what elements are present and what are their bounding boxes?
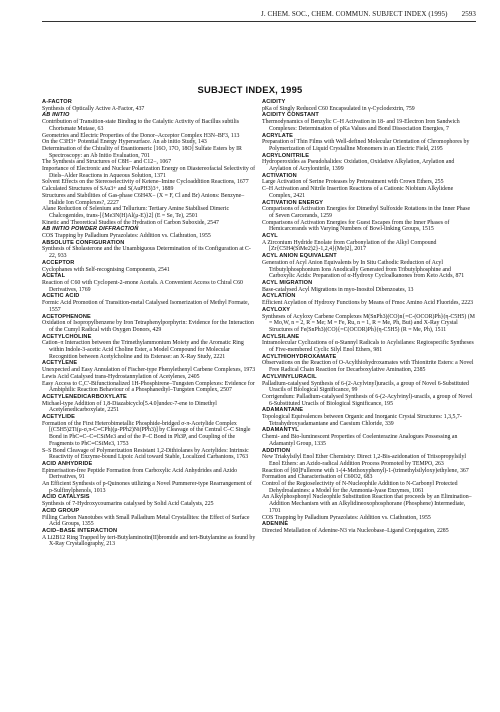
index-heading: ACID GROUP: [42, 507, 80, 514]
index-entry: Generation of Acyl Anion Equivalents by In Situ Cathodic Reduction of Acyl Tributylphosphonium Ions Anodically Generated from Tributylphosphine and Carboxylic Acids: Preparation of α-Hydroxy Cycloalkanones from Keto Acids, 871: [262, 259, 465, 280]
index-entry: Cation–π Interaction between the Trimethylammonium Moiety and the Aromatic Ring within Indole-3-acetic Acid Choline Ester, a Model Compound for Molecular Recognition between Acetylcholine and its Esterase: an X-Ray Study, 2221: [42, 340, 244, 360]
index-entry: Structures and Stabilities of Gas-phase C6H4X− (X = F, Cl and Br) Anions: Benzyne–Halide Ion Complexes?, 2227: [42, 192, 245, 206]
index-entry: Hydroperoxides as Pseudohalides: Oxidation, Oxidative Alkylation, Arylation and Arylation of Acrylonitrile, 1399: [262, 159, 455, 173]
index-entry: Efficient Acylation of Hydroxy Functions by Means of Fmoc Amino Acid Fluorides, 2223: [262, 300, 474, 307]
index-entry: Thermodynamics of Benzylic C–H Activation in 18- and 19-Electron Iron Sandwich Complexes: Determination of pKa Values and Bond Dissociation Energies, 7: [262, 119, 460, 132]
index-entry: Importance of Electronic and Nuclear Polarization Energy on Diastereofacial Selectivity of Diels–Alder Reactions in Aqueous Solution, 1371: [42, 166, 256, 179]
index-entry: Synthesis of Optically Active A-Factor, 437: [42, 105, 145, 112]
index-entry: Control of the Regioselectivity of N-Nucleophile Addition to N-Carbonyl Protected Dehydroalanines: a Model for the Ammonia-lyase Enzymes, 1061: [262, 481, 458, 494]
index-entry: Reaction of [60]Fullerene with 1-(4-Methoxyphenyl)-1-(trimethylsilyloxy)ethylene, 367: [262, 467, 469, 474]
index-entry: COS Trapping by Palladium Pyrazolates: Addition vs. Clathration, 1955: [262, 514, 431, 521]
index-column-right: [262, 99, 476, 707]
index-entry: C–H Activation and Nitrile Insertion Reactions of a Cationic Niobium Alkylidene Complex, 2421: [262, 186, 454, 199]
index-entry: Unexpected and Easy Annulation of Fischer-type Phenylethenyl Carbene Complexes, 1973: [42, 367, 256, 374]
index-entry: On the C3H3+ Potential Energy Hypersurface. An ab initio Study, 143: [42, 139, 207, 146]
index-heading: ACYLOXY: [262, 306, 291, 313]
index-entry: Calculated Structures of SAu3+ and S(AuPH3)3+, 1889: [42, 186, 174, 193]
index-heading: ACID ANHYDRIDE: [42, 460, 93, 467]
index-entry: Palladium-catalysed Synthesis of 6-(2-Acylvinyl)uracils, a group of Novel 6-Substituted Uracils of Biological Significance, 99: [262, 380, 469, 394]
index-entry: An Alkylphosphonyl Nucleophile Substitution Reaction that proceeds by an Elimination–Addition Mechanism with an Alkylidineoxophosphorane (Phosphene) Intermediate, 1701: [262, 494, 472, 514]
index-entry: Oxidation of Isopropylbenzene by Iron Tetraphenylporphyrin: Evidence for the Interaction of the Cumyl Radical with Oxygen Donors, 429: [42, 320, 254, 333]
index-entry: A Zirconium Hydride Enolate from Carbonylation of the Alkyl Compound [Zr{C5H4(SiMe2)2}-1,2,4}(Me)2], 2017: [262, 239, 437, 253]
index-entry: Base-catalysed Acyl Migrations in myo-Inositol Dibenzoates, 13: [262, 286, 414, 293]
index-heading: ACETYLCHOLINE: [42, 333, 92, 340]
index-entry: New Triakylsilyl Enol Ether Chemistry: Direct 1,2-Bis-azidonation of Triisopropylsilyl Enol Ethers: an Azido-radical Addition Process Promoted by TEMPO, 263: [262, 454, 467, 467]
index-entry: A Li2B12 Ring Trapped by tert-Butylaminotin(II)bromide and tert-Butylamine as found by X-Ray Crystallography, 213: [42, 534, 256, 548]
index-entry: Corrigendum: Palladium-catalysed Synthesis of 6-(2-Acylvinyl)-uracils, a group of Novel 6-Substituted Uracils of Biological Significance, 195: [262, 393, 473, 407]
index-heading: ACETIC ACID: [42, 293, 80, 300]
index-entry: Large Activation of Serine Proteases by Pretreatment with Crown Ethers, 255: [262, 179, 444, 186]
header-rule: [42, 21, 476, 22]
index-heading: A-FACTOR: [42, 99, 72, 105]
index-heading: ACCEPTOR: [42, 259, 75, 266]
index-entry: Preparation of Thin Films with Well-defined Molecular Orientation of Chromophores by Polymerization of Liquid Crystalline Monomers in an Electric Field, 2195: [262, 139, 470, 152]
index-entry: Topological Equivalences between Organic and Inorganic Crystal Structures: 1,3,5,7-Tetrahydroxyadamantane and Caesium Chloride, 339: [262, 414, 462, 427]
index-entry: Syntheses of Acyloxy Carbene Complexes M(SnPh3)(CO)n{=C-(OCOR)Ph}(η-C5H5) (M = Mo,W, n = 2, R = Me; M = Fe, Ru, n = 1, R = Me, Ph, But) and X-Ray Crystal Structures of Fe(SnPh3)(CO){=C(OCOR)Ph}(η-C5H5) (R = Me, Ph), 1511: [262, 313, 475, 333]
index-heading: ADAMANTYL: [262, 427, 299, 434]
index-entry: Solvent Effects on the Stereoselectivity of Ketene–Imine Cycloaddition Reactions, 1677: [42, 179, 249, 186]
index-heading: ACYL: [262, 233, 278, 240]
index-heading: ACIDITY: [262, 99, 286, 105]
index-entry: Synthesis of Sholasterone and the Unambiguous Determination of its Configuration at C-22, 933: [42, 246, 251, 260]
index-entry: COS Trapping by Palladium Pyrazolates: Addition vs. Clathration, 1955: [42, 233, 211, 240]
index-heading: ACETYLENE: [42, 360, 78, 367]
index-entry: Lewis Acid Catalysed trans-Hydrostannylation of Acetylenes, 2405: [42, 373, 200, 380]
index-entry: Reaction of C60 with Cyclopent-2-enone Acetals. A Convenient Access to Chiral C60 Derivatives, 1769: [42, 279, 243, 293]
index-entry: Observations on the Reaction of O-Acylthiohydroxamates with Thionitrite Esters: a Novel Free Radical Chain Reaction for Decarboxylative Amination, 2385: [262, 360, 474, 374]
index-entry: Contribution of Transition-state Binding to the Catalytic Activity of Bacillus subtilis Chorismate Mutase, 63: [42, 119, 240, 132]
index-entry: Intramolecular Cyclizations of α-Stannyl Radicals to Acylsilanes: Regiospecific Syntheses of Five-membered Cyclic Silyl Enol Ethers, 981: [262, 340, 474, 354]
index-heading: ACYL MIGRATION: [262, 279, 313, 286]
index-heading: ABSOLUTE CONFIGURATION: [42, 239, 125, 246]
index-heading: ACETYLIDE: [42, 414, 76, 421]
running-header: [0, 10, 476, 18]
index-heading: ADAMANTANE: [262, 407, 304, 414]
index-heading: ACETAL: [42, 273, 66, 280]
index-heading: ACTIVATION ENERGY: [262, 199, 324, 206]
index-entry: Chemi- and Bio-luminescent Properties of Coelenterazine Analogues Possessing an Adamantyl Group, 1335: [262, 434, 458, 447]
index-entry: S–S Bond Cleavage of Polymerization Resistant 1,2-Dithiolanes by Acetylides: Intrinsic Reactivity of Enzyme-bound Lipoic Acid toward Stable, Localized Carbanions, 1763: [42, 447, 249, 461]
index-entry: An Efficient Synthesis of p-Quinones utilizing a Novel Pummerer-type Rearrangement of p-Sulfinylphenols, 1013: [42, 481, 252, 494]
page-number: 2593: [461, 10, 476, 18]
index-entry: The Synthesis and Structures of C8H− and C12−, 1067: [42, 159, 172, 166]
index-entry: Filling Carbon Nanotubes with Small Palladium Metal Crystallites: the Effect of Surface Acid Groups, 1355: [42, 514, 250, 528]
index-heading: ADDITION: [262, 447, 291, 454]
index-entry: Alane Reduction of Selenium and Tellurium: Tertiary Amine Stabilised Dimeric Chalcogenides, trans-[{Me3N(H)Al(μ-E)}2] (E = Se, Te), 2501: [42, 206, 230, 219]
index-entry: pKa of Singly Reduced C60 Encapsulated in γ-Cyclodextrin, 759: [262, 105, 415, 112]
index-heading: ACETOPHENONE: [42, 313, 91, 320]
index-entry: Formic Acid Promotion of Transition-metal Catalysed Isomerization of Methyl Formate, 1557: [42, 300, 250, 313]
index-heading: ACRYLONITRILE: [262, 152, 310, 159]
index-heading: ACYLATION: [262, 293, 296, 300]
index-entry: Comparisons of Activation Energies for Guest Escapes from the Inner Phases of Hemicarcerands with Varying Numbers of Bowl-linking Groups, 1515: [262, 219, 450, 233]
index-heading: ACYLTHIOHYDROXAMATE: [262, 353, 337, 360]
journal-title: J. CHEM. SOC., CHEM. COMMUN. SUBJECT INDEX (1995): [261, 10, 448, 18]
index-entry: Epimerisation-free Peptide Formation from Carboxylic Acid Anhydrides and Azido Derivatives, 91: [42, 467, 238, 481]
index-heading: ACIDITY CONSTANT: [262, 112, 319, 119]
index-entry: Synthesis of 7-Hydroxycoumarins catalysed by Solid Acid Catalysts, 225: [42, 501, 214, 508]
index-entry: Easy Access to C,C′-Bifunctionalized 1H-Phosphirene–Tungsten Complexes: Evidence for Ambiphilic Reaction Behaviour of a Phosphanediyl–Tungsten Complex, 2507: [42, 380, 255, 394]
index-column-left: [42, 99, 256, 707]
index-heading: ADENINE: [262, 521, 289, 528]
index-heading: ACID–BASE INTERACTION: [42, 528, 118, 534]
index-heading: AB INITIO: [42, 112, 70, 119]
page-title: SUBJECT INDEX, 1995: [197, 84, 303, 95]
index-heading: ACRYLATE: [262, 132, 294, 139]
index-entry: Formation and Characterisation of C60O2, 683: [262, 474, 373, 481]
index-heading: AB INITIO POWDER DIFFRACTION: [42, 226, 139, 233]
index-entry: Kinetic and Theoretical Studies of the Hydration of Carbon Suboxide, 2547: [42, 219, 219, 226]
index-heading: ACYLSILANE: [262, 333, 300, 340]
index-entry: Geometries and Electric Properties of the Donor–Acceptor Complex H3N–BF3, 113: [42, 132, 240, 139]
index-entry: Comparisons of Activation Energies for Dimethyl Sulfoxide Rotations in the Inner Phase of Seven Carcerands, 1259: [262, 206, 471, 219]
index-entry: Formation of the First Heterobimetallic Phosphide-bridged σ-π-Acetylide Complex [(C5H5)2Ti(μ-σ,π-C≡CPh)(μ-PPh2)Ni(PPh3)] by Cleavage of the Central C–C Single Bond in PhC≡C–C≡CSiMe3 and of the P–C Bond in Ph3P, and Coupling of the Fragments to PhC≡CSiMe3, 1753: [42, 420, 251, 447]
index-entry: Directed Metallation of Adenine-N3 via Nucleobase–Ligand Conjugation, 2285: [262, 528, 449, 534]
index-heading: ACETYLENEDICARBOXYLATE: [42, 393, 127, 400]
index-heading: ACYLVINYLURACIL: [262, 373, 317, 380]
index-heading: ACYL ANION EQUIVALENT: [262, 253, 337, 260]
index-heading: ACID CATALYSIS: [42, 494, 90, 501]
index-entry: Cyclophanes with Self-recognising Components, 2541: [42, 266, 170, 273]
index-entry: Determination of the Chirality of Enantiomeric [16O, 17O, 18O] Sulfate Esters by IR Spectroscopy: an Ab Initio Evaluation, 701: [42, 145, 242, 159]
index-entry: Michael-type Addition of 1,8-Diazabicyclo[5.4.0]undec-7-ene to Dimethyl Acetylenedicarboxylate, 2251: [42, 400, 217, 414]
index-heading: ACTIVATION: [262, 172, 297, 179]
